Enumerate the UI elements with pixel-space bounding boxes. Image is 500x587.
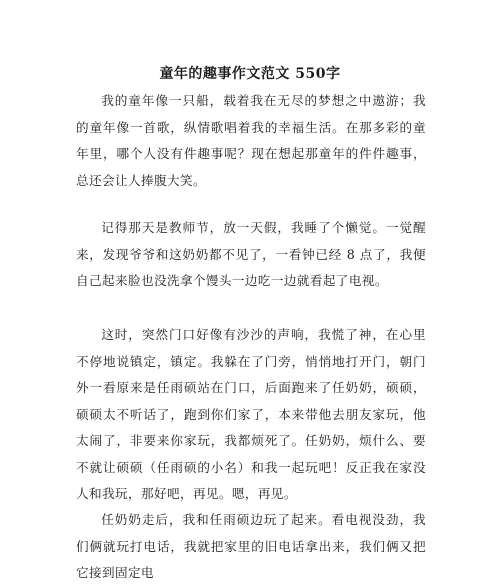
paragraph-2: 记得那天是教师节，放一天假，我睡了个懒觉。一觉醒来，发现爷爷和这奶奶都不见了，一看钟已经 8 点了，我便自己起来脸也没洗拿个馒头一边吃一边就看起了电视。	[76, 220, 426, 288]
paragraph-3: 这时，突然门口好像有沙沙的声响，我慌了神，在心里不停地说镇定，镇定。我躲在了门旁，悄悄地打开门，朝门外一看原来是任雨硕站在门口，后面跑来了任奶奶，硕硕，硕硕太不听话了，跑到你们家了，本来带他去朋友家玩，他太闹了，非要来你家玩，我都烦死了。任奶奶，烦什么、要不就让硕硕（任雨硕的小名）和我一起玩吧！反正我在家没人和我玩，那好吧，再见。嗯，再见。	[76, 327, 426, 501]
document-title: 童年的趣事作文范文 550字	[159, 66, 341, 82]
paragraph-1: 我的童年像一只船，载着我在无尽的梦想之中遨游；我的童年像一首歌，纵情歌唱着我的幸福生活。在那多彩的童年里，哪个人没有件趣事呢？现在想起那童年的件件趣事，总还会让人捧腹大笑。	[76, 93, 426, 188]
paragraph-4: 任奶奶走后，我和任雨硕边玩了起来。看电视没劲，我们俩就玩打电话，我就把家里的旧电话拿出来，我们俩又把它接到固定电	[76, 512, 426, 580]
